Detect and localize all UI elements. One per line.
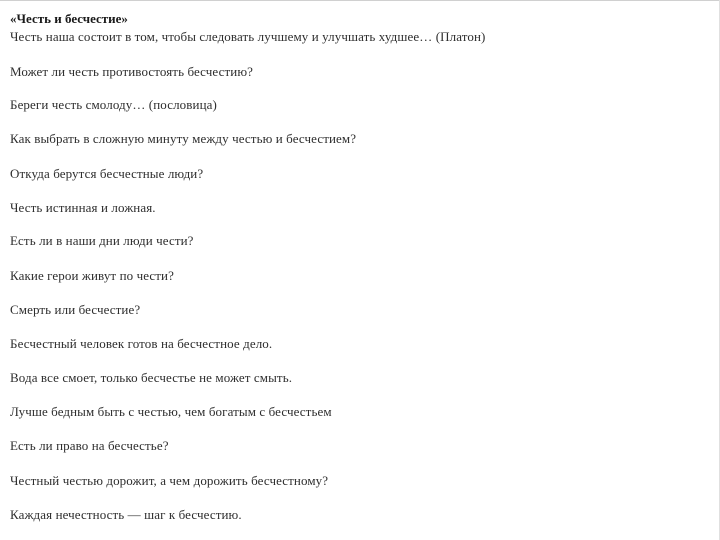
topic-line-10: Бесчестный человек готов на бесчестное дело. <box>10 336 273 351</box>
topic-line-15: Каждая нечестность — шаг к бесчестию. <box>10 507 242 522</box>
topic-line-8: Какие герои живут по чести? <box>10 268 174 283</box>
topic-line-12: Лучше бедным быть с честью, чем богатым с бесчестьем <box>10 404 332 419</box>
document-title: «Честь и бесчестие» <box>10 11 128 26</box>
topic-line-11: Вода все смоет, только бесчестье не может смыть. <box>10 370 293 385</box>
topic-line-6: Честь истинная и ложная. <box>10 200 156 215</box>
topic-line-9: Смерть или бесчестие? <box>10 302 141 317</box>
topic-line-7: Есть ли в наши дни люди чести? <box>10 233 194 248</box>
top-border <box>0 0 720 1</box>
topic-line-4: Как выбрать в сложную минуту между честью и бесчестием? <box>10 131 357 146</box>
topic-line-1: Честь наша состоит в том, чтобы следовать лучшему и улучшать худшее… (Платон) <box>10 29 486 44</box>
topic-line-3: Береги честь смолоду… (пословица) <box>10 97 217 112</box>
topic-line-5: Откуда берутся бесчестные люди? <box>10 166 204 181</box>
topic-line-13: Есть ли право на бесчестье? <box>10 438 169 453</box>
topic-line-2: Может ли честь противостоять бесчестию? <box>10 64 254 79</box>
topic-line-14: Честный честью дорожит, а чем дорожить бесчестному? <box>10 473 329 488</box>
